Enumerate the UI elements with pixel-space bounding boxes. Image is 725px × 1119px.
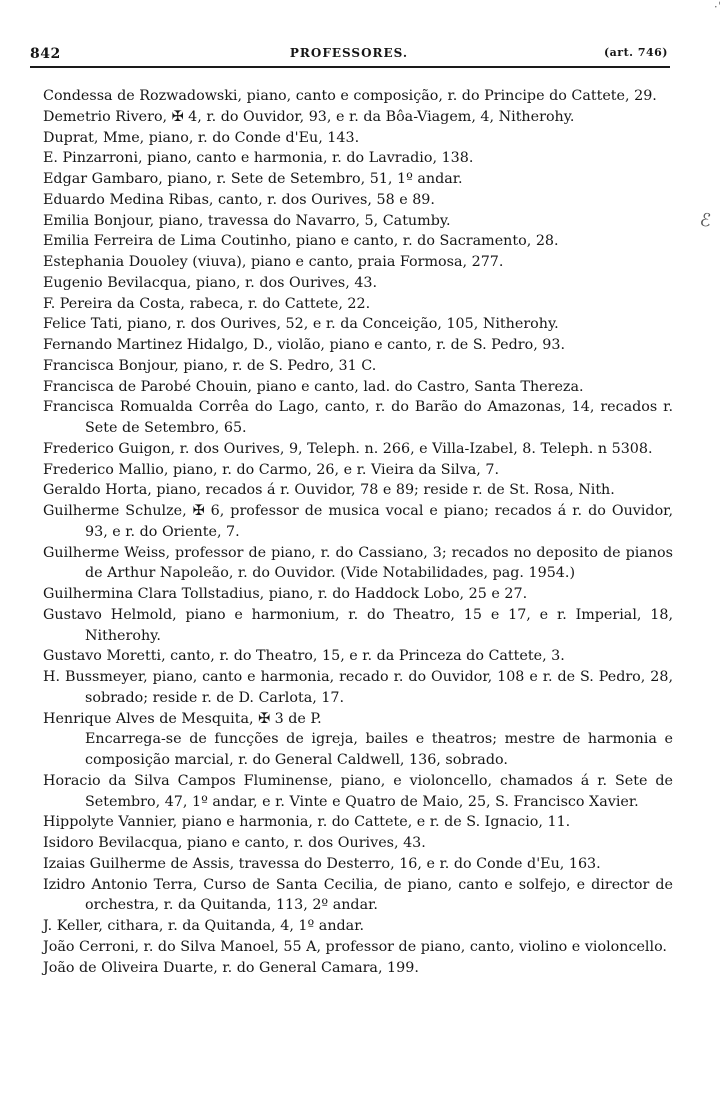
- entry-text: Izaias Guilherme de Assis, travessa do Desterro, 16, e r. do Conde d'Eu, 163.: [43, 855, 601, 872]
- directory-entry: [43, 273, 673, 294]
- directory-entry: [43, 148, 673, 169]
- directory-entry: [43, 231, 673, 252]
- directory-entry: [43, 854, 673, 875]
- directory-entry: [43, 107, 673, 128]
- entry-text: Francisca Bonjour, piano, r. de S. Pedro, 31 C.: [43, 357, 377, 374]
- directory-entry: [43, 833, 673, 854]
- directory-entry: [43, 86, 673, 107]
- header-rule: [30, 66, 670, 68]
- page-number: 842: [30, 46, 61, 62]
- directory-entry: [43, 377, 673, 398]
- entry-text: Emilia Ferreira de Lima Coutinho, piano e canto, r. do Sacramento, 28.: [43, 233, 559, 250]
- entry-text: Estephania Douoley (viuva), piano e canto, praia Formosa, 277.: [43, 254, 504, 270]
- directory-entry: [43, 709, 673, 771]
- directory-entry: [43, 128, 673, 149]
- directory-entry: [43, 294, 673, 315]
- directory-entry: [43, 211, 673, 232]
- directory-entry: [43, 190, 673, 211]
- entry-text: Guilhermina Clara Tollstadius, piano, r. do Haddock Lobo, 25 e 27.: [43, 586, 528, 602]
- entry-text: Gustavo Helmold, piano e harmonium, r. do Theatro, 15 e 17, e r. Imperial, 18, Nitherohy.: [43, 606, 673, 644]
- directory-entry: [43, 937, 673, 958]
- entry-text: Francisca de Parobé Chouin, piano e canto, lad. do Castro, Santa Thereza.: [43, 378, 584, 395]
- directory-entry: [43, 543, 673, 585]
- entry-text: Duprat, Mme, piano, r. do Conde d'Eu, 143.: [43, 129, 360, 146]
- margin-mark-top: ·ˈ: [713, 0, 721, 14]
- directory-entry: [43, 169, 673, 190]
- entry-subtext: Encarrega-se de funcções de igreja, bailes e theatros; mestre de harmonia e composição marcial, r. do General Caldwell, 136, sobrado.: [85, 731, 673, 768]
- entry-text: João de Oliveira Duarte, r. do General Camara, 199.: [43, 959, 419, 976]
- directory-entry: [43, 397, 673, 439]
- directory-entry: [43, 667, 673, 709]
- directory-entry: [43, 314, 673, 335]
- directory-entry: [43, 356, 673, 377]
- entry-text: Izidro Antonio Terra, Curso de Santa Cecilia, de piano, canto e solfejo, e director de orchestra, r. da Quitanda, 113, 2º andar.: [43, 876, 673, 914]
- directory-entry: [43, 460, 673, 481]
- directory-entry: [43, 252, 673, 273]
- directory-entry: [43, 584, 673, 605]
- directory-entry: [43, 771, 673, 813]
- entry-text: Guilherme Weiss, professor de piano, r. do Cassiano, 3; recados no deposito de pianos de Arthur Napoleão, r. do Ouvidor. (Vide Notabilidades, pag. 1954.): [43, 544, 673, 582]
- directory-entry: [43, 875, 673, 917]
- entry-text: Gustavo Moretti, canto, r. do Theatro, 15, e r. da Princeza do Cattete, 3.: [43, 648, 565, 665]
- directory-entry: [43, 958, 673, 979]
- entry-text: Frederico Mallio, piano, r. do Carmo, 26, e r. Vieira da Silva, 7.: [43, 461, 500, 478]
- directory-entry: [43, 335, 673, 356]
- professor-list: [43, 86, 673, 978]
- entry-text: Condessa de Rozwadowski, piano, canto e composição, r. do Principe do Cattete, 29.: [43, 88, 657, 104]
- entry-text: Guilherme Schulze, ✠ 6, professor de musica vocal e piano; recados á r. do Ouvidor, 93, e r. do Oriente, 7.: [43, 503, 673, 540]
- directory-entry: [43, 646, 673, 667]
- entry-text: E. Pinzarroni, piano, canto e harmonia, r. do Lavradio, 138.: [43, 150, 474, 167]
- entry-text: Edgar Gambaro, piano, r. Sete de Setembro, 51, 1º andar.: [43, 171, 463, 187]
- directory-entry: [43, 605, 673, 647]
- directory-entry: [43, 916, 673, 937]
- entry-text: Felice Tati, piano, r. dos Ourives, 52, e r. da Conceição, 105, Nitherohy.: [43, 316, 559, 333]
- entry-text: Horacio da Silva Campos Fluminense, piano, e violoncello, chamados á r. Sete de Setembro, 47, 1º andar, e r. Vinte e Quatro de Maio, 25, S. Francisco Xavier.: [43, 772, 673, 810]
- directory-entry: [43, 439, 673, 460]
- margin-mark-right: ℰ: [698, 209, 713, 232]
- entry-text: F. Pereira da Costa, rabeca, r. do Cattete, 22.: [43, 295, 371, 312]
- page-header: [30, 40, 668, 62]
- article-reference: (art. 746): [603, 46, 668, 59]
- page-title: PROFESSORES.: [289, 46, 409, 60]
- entry-text: Fernando Martinez Hidalgo, D., violão, piano e canto, r. de S. Pedro, 93.: [43, 337, 566, 353]
- entry-text: Isidoro Bevilacqua, piano e canto, r. dos Ourives, 43.: [43, 835, 426, 851]
- entry-text: Geraldo Horta, piano, recados á r. Ouvidor, 78 e 89; reside r. de St. Rosa, Nith.: [43, 482, 615, 499]
- entry-text: Eugenio Bevilacqua, piano, r. dos Ourives, 43.: [43, 274, 378, 291]
- directory-entry: [43, 812, 673, 833]
- entry-text: Demetrio Rivero, ✠ 4, r. do Ouvidor, 93, e r. da Bôa-Viagem, 4, Nitherohy.: [43, 108, 575, 125]
- entry-text: J. Keller, cithara, r. da Quitanda, 4, 1º andar.: [43, 918, 365, 934]
- entry-text: Emilia Bonjour, piano, travessa do Navarro, 5, Catumby.: [43, 212, 451, 229]
- directory-entry: [43, 501, 673, 543]
- entry-text: Francisca Romualda Corrêa do Lago, canto, r. do Barão do Amazonas, 14, recados r. Sete de Setembro, 65.: [43, 399, 673, 436]
- directory-entry: [43, 480, 673, 501]
- entry-text: Frederico Guigon, r. dos Ourives, 9, Teleph. n. 266, e Villa-Izabel, 8. Teleph. n 5308.: [43, 440, 653, 457]
- entry-text: Eduardo Medina Ribas, canto, r. dos Ourives, 58 e 89.: [43, 191, 435, 208]
- entry-text: Henrique Alves de Mesquita, ✠ 3 de P.: [43, 710, 322, 727]
- entry-text: H. Bussmeyer, piano, canto e harmonia, recado r. do Ouvidor, 108 e r. de S. Pedro, 28, sobrado; reside r. de D. Carlota, 17.: [43, 669, 673, 706]
- entry-text: Hippolyte Vannier, piano e harmonia, r. do Cattete, e r. de S. Ignacio, 11.: [43, 814, 571, 831]
- entry-text: João Cerroni, r. do Silva Manoel, 55 A, professor de piano, canto, violino e violoncello.: [43, 938, 667, 955]
